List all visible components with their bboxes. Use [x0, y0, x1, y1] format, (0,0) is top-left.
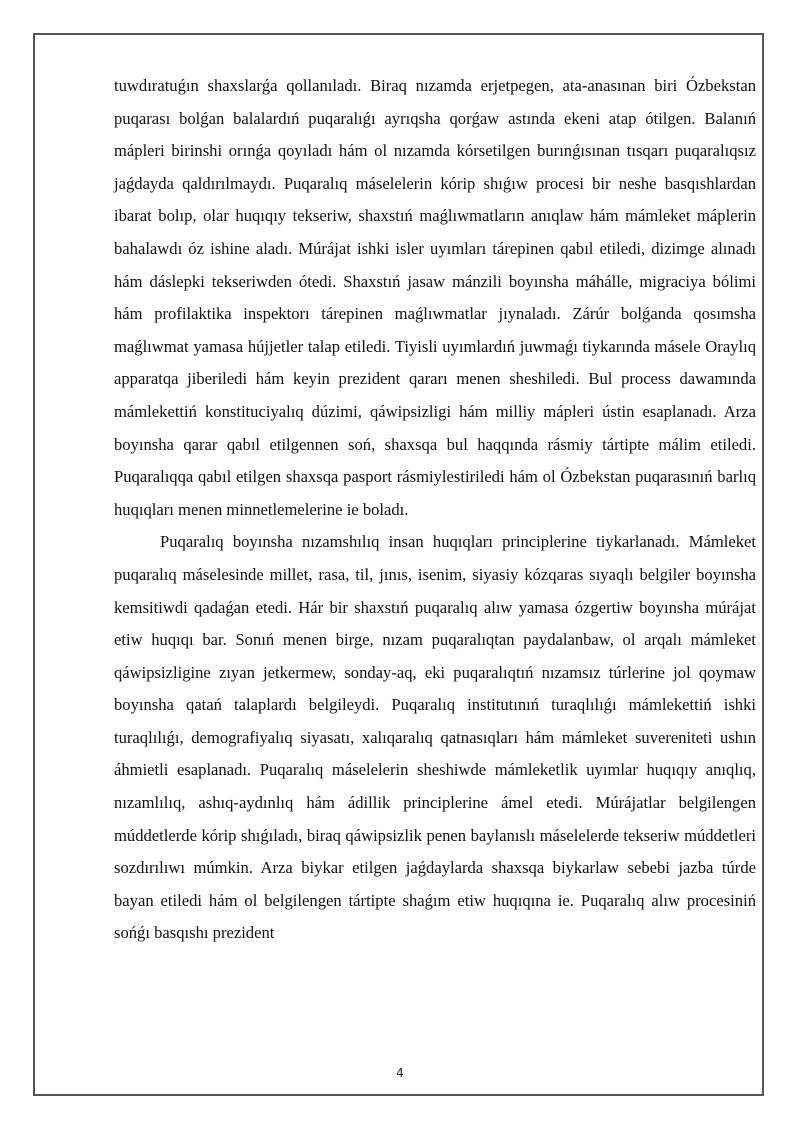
paragraph-citizenship-law: Puqaralıq boyınsha nızamshılıq insan huqıqları principlerine tiykarlanadı. Mámleket puqaralıq máselesinde millet, rasa, til, jınıs, isenim, siyasiy kózqaras sıyaqlı belgiler boyınsha kemsitiwdi qadaǵan etedi. Hár bir shaxstıń puqaralıq alıw yamasa ózgertiw boyınsha múrájat etiw huqıqı bar. Sonıń menen birge, nızam puqaralıqtan paydalanbaw, ol arqalı mámleket qáwipsizligine zıyan jetkermew, sonday-aq, eki puqaralıqtıń nızamsız túrlerine jol qoymaw boyınsha qatań talaplardı belgileydi. Puqaralıq institutınıń turaqlılıǵı mámlekettiń ishki turaqlılıǵı, demografiyalıq siyasatı, xalıqaralıq qatnasıqları hám mámleket suvereniteti ushın áhmietli esaplanadı. Puqaralıq máselelerin sheshiwde mámleketlik uyımlar huqıqıy anıqlıq, nızamlılıq, ashıq-aydınlıq hám ádillik principlerine ámel etedi. Múrájatlar belgilengen múddetlerde kórip shıǵıladı, biraq qáwipsizlik penen baylanıslı máselelerde tekseriw múddetleri sozdırılıwı múmkin. Arza biykar etilgen jaǵdaylarda shaxsqa biykarlaw sebebi jazba túrde bayan etiledi hám ol belgilengen tártipte shaǵım etiw huqıqına ie. Puqaralıq alıw procesiniń sońǵı basqıshı prezident — [114, 532, 756, 943]
document-body — [114, 70, 756, 950]
paragraph-continuation: tuwdıratuǵın shaxslarǵa qollanıladı. Biraq nızamda erjetpegen, ata-anasınan biri Ózbekstan puqarası bolǵan balalardıń puqaralıǵı ayrıqsha qorǵaw astında ekeni atap ótilgen. Balanıń mápleri birinshi orınǵa qoyıladı hám ol nızamda kórsetilgen burınǵısınan tısqarı puqaralıqsız jaǵdayda qaldırılmaydı. Puqaralıq máselelerin kórip shıǵıw procesi bir neshe basqıshlardan ibarat bolıp, olar huqıqıy tekseriw, shaxstıń maǵlıwmatların anıqlaw hám mámleket máplerin bahalawdı óz ishine aladı. Múrájat ishki isler uyımları tárepinen qabıl etiledi, dizimge alınadı hám dáslepki tekseriwden ótedi. Shaxstıń jasaw mánzili boyınsha máhálle, migraciya bólimi hám profilaktika inspektorı tárepinen maǵlıwmatlar jıynaladı. Zárúr bolǵanda qosımsha maǵlıwmat yamasa hújjetler talap etiledi. Tiyisli uyımlardıń juwmaǵı tiykarında másele Oraylıq apparatqa jiberiledi hám keyin prezident qararı menen sheshiledi. Bul process dawamında mámlekettiń konstituciyalıq dúzimi, qáwipsizligi hám milliy mápleri ústin esaplanadı. Arza boyınsha qarar qabıl etilgennen soń, shaxsqa bul haqqında rásmiy tártipte málim etiledi. Puqaralıqqa qabıl etilgen shaxsqa pasport rásmiylestiriledi hám ol Ózbekstan puqarasınıń barlıq huqıqları menen minnetlemelerine ie boladı. — [114, 76, 756, 519]
page-number: 4 — [396, 1066, 404, 1080]
